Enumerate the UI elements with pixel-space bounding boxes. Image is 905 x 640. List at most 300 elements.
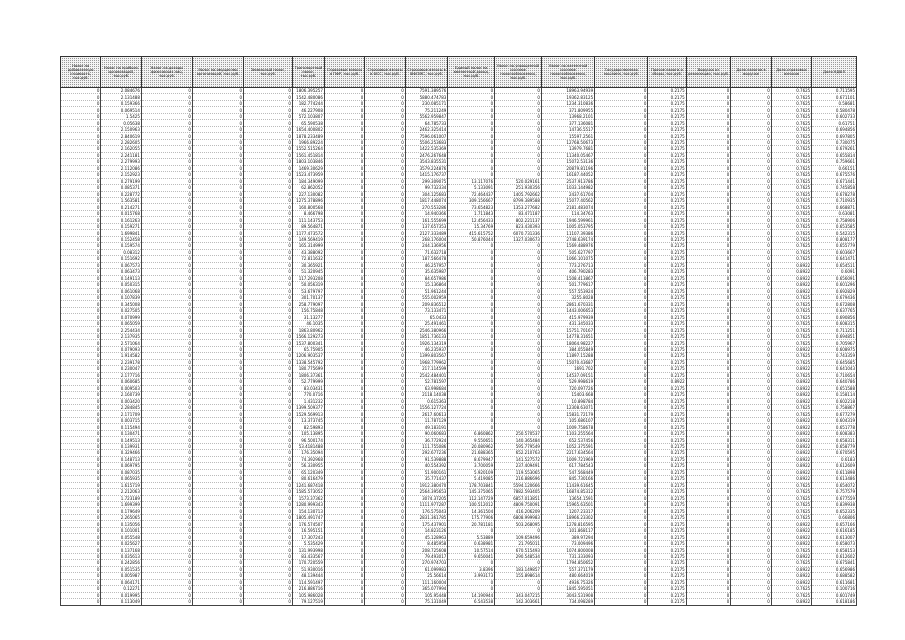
- table-cell: 0: [448, 249, 495, 255]
- table-cell: 1585.573052: [292, 489, 324, 495]
- table-cell: 0: [365, 592, 405, 598]
- table-cell: 0.2175: [648, 527, 686, 533]
- table-cell: 0: [141, 366, 192, 372]
- table-cell: 0.710654: [812, 372, 857, 378]
- table-cell: 0: [686, 113, 731, 119]
- table-cell: 0: [61, 210, 101, 216]
- table-cell: 0: [731, 262, 771, 268]
- table-cell: 0: [324, 230, 364, 236]
- table-cell: 0: [686, 573, 731, 579]
- table-cell: 0.2175: [648, 262, 686, 268]
- table-cell: 2.241181: [101, 152, 141, 158]
- table-cell: 16187.44052: [541, 172, 594, 178]
- table-cell: 46.227908: [292, 107, 324, 113]
- table-cell: 0: [365, 502, 405, 508]
- table-cell: 0: [686, 269, 731, 275]
- table-cell: 0: [192, 307, 243, 313]
- table-cell: 0.2175: [648, 288, 686, 294]
- table-cell: 0.675576: [812, 172, 857, 178]
- table-cell: 0: [192, 502, 243, 508]
- table-cell: 0.2175: [648, 172, 686, 178]
- table-cell: 0: [141, 185, 192, 191]
- table-cell: 0: [595, 133, 648, 139]
- table-cell: 0.8922: [771, 262, 811, 268]
- table-cell: 0.602733: [812, 113, 857, 119]
- table-cell: 0: [244, 411, 293, 417]
- table-cell: 0.7625: [771, 307, 811, 313]
- table-cell: 0: [595, 88, 648, 94]
- table-cell: 0: [141, 126, 192, 132]
- table-cell: 0.051535: [101, 566, 141, 572]
- table-cell: 0: [731, 223, 771, 229]
- table-cell: 0: [731, 404, 771, 410]
- table-cell: 0.745858: [812, 185, 857, 191]
- table-cell: 0: [686, 443, 731, 449]
- table-cell: 0: [244, 353, 293, 359]
- table-cell: 0.345008: [101, 301, 141, 307]
- table-cell: 15070.43687: [541, 359, 594, 365]
- table-cell: 112.147729: [448, 495, 495, 501]
- table-cell: 1353.277682: [495, 204, 542, 210]
- table-cell: 82.59893: [292, 424, 324, 430]
- table-cell: 0: [595, 514, 648, 520]
- table-cell: 1033.144982: [541, 185, 594, 191]
- table-cell: 0: [324, 353, 364, 359]
- table-cell: 0: [244, 327, 293, 333]
- table-cell: 0: [595, 340, 648, 346]
- table-cell: 0: [61, 502, 101, 508]
- column-header: Налог по упрощенной системе налогообложения, тыс.руб.: [495, 57, 542, 88]
- column-header: Земельный налог, тыс.руб.: [244, 57, 293, 88]
- table-cell: 72.464437: [448, 191, 495, 197]
- table-cell: 0.7625: [771, 372, 811, 378]
- table-cell: 0: [365, 566, 405, 572]
- table-cell: 105.986028: [292, 592, 324, 598]
- table-cell: 0.060685: [101, 379, 141, 385]
- column-header: Страховые взносы в ФФОМС, тыс.руб.: [405, 57, 448, 88]
- table-cell: 2217.634564: [541, 450, 594, 456]
- table-cell: 12.456433: [448, 217, 495, 223]
- table-cell: 0: [595, 159, 648, 165]
- table-cell: 0.7625: [771, 353, 811, 359]
- table-cell: 0: [595, 495, 648, 501]
- table-cell: 0: [244, 495, 293, 501]
- table-cell: 0: [448, 560, 495, 566]
- table-cell: 65.75905: [292, 346, 324, 352]
- table-cell: 0: [61, 327, 101, 333]
- table-cell: 0: [192, 424, 243, 430]
- table-cell: 0: [686, 133, 731, 139]
- table-cell: 0: [495, 411, 542, 417]
- table-cell: 0: [192, 282, 243, 288]
- table-cell: 1280.999343: [292, 502, 324, 508]
- table-cell: 1.699841: [101, 230, 141, 236]
- table-cell: 0: [448, 372, 495, 378]
- table-cell: 0: [61, 437, 101, 443]
- table-cell: 0: [192, 353, 243, 359]
- table-cell: 299.309075: [405, 178, 448, 184]
- table-cell: 2.131488: [101, 94, 141, 100]
- table-cell: 0: [244, 521, 293, 527]
- table-cell: 2.840619: [101, 133, 141, 139]
- table-cell: 0: [324, 113, 364, 119]
- table-cell: 0: [731, 204, 771, 210]
- table-cell: 0.655779: [812, 243, 857, 249]
- table-cell: 0: [495, 320, 542, 326]
- table-cell: 0: [365, 282, 405, 288]
- table-cell: 0.7625: [771, 159, 811, 165]
- table-cell: 0: [595, 579, 648, 585]
- table-cell: 0: [595, 346, 648, 352]
- table-cell: 406.790283: [541, 269, 594, 275]
- table-cell: 0: [731, 256, 771, 262]
- table-cell: 0: [731, 314, 771, 320]
- table-cell: 1803.103846: [292, 159, 324, 165]
- table-cell: 0.2175: [648, 191, 686, 197]
- table-cell: 0: [244, 424, 293, 430]
- table-cell: 0.8922: [771, 521, 811, 527]
- table-cell: 0: [686, 146, 731, 152]
- table-cell: 0.7625: [771, 547, 811, 553]
- table-cell: 0: [192, 295, 243, 301]
- table-cell: 0: [731, 521, 771, 527]
- table-cell: 0: [244, 126, 293, 132]
- table-cell: 0.015768: [101, 210, 141, 216]
- table-cell: 0.7625: [771, 411, 811, 417]
- table-cell: 1523.473959: [292, 172, 324, 178]
- table-cell: 3579.224876: [405, 165, 448, 171]
- table-cell: 0: [365, 527, 405, 533]
- table-cell: 0: [731, 579, 771, 585]
- table-cell: 0: [731, 359, 771, 365]
- table-cell: 0: [61, 288, 101, 294]
- table-cell: 0.2175: [648, 243, 686, 249]
- table-cell: 0: [365, 120, 405, 126]
- table-cell: 0: [61, 404, 101, 410]
- table-cell: 0: [141, 586, 192, 592]
- table-cell: 8.679947: [448, 456, 495, 462]
- table-cell: 0.2175: [648, 372, 686, 378]
- table-cell: 0: [324, 282, 364, 288]
- table-cell: 0.12271: [101, 586, 141, 592]
- table-cell: 0.148713: [101, 456, 141, 462]
- table-cell: 0.8922: [771, 424, 811, 430]
- table-cell: 0.100716: [812, 586, 857, 592]
- table-cell: 0: [324, 573, 364, 579]
- table-cell: 0.757579: [812, 489, 857, 495]
- table-cell: 0: [731, 566, 771, 572]
- table-cell: 2.152923: [101, 172, 141, 178]
- table-cell: 7591.389576: [405, 88, 448, 94]
- table-cell: 0: [141, 579, 192, 585]
- table-cell: 0.7625: [771, 314, 811, 320]
- table-cell: 0.7625: [771, 489, 811, 495]
- table-cell: 0: [324, 340, 364, 346]
- table-cell: 0.7625: [771, 126, 811, 132]
- table-cell: 0: [324, 482, 364, 488]
- table-cell: 0: [495, 372, 542, 378]
- table-cell: 5562.959847: [405, 113, 448, 119]
- table-cell: 0: [192, 456, 243, 462]
- table-cell: 0.7625: [771, 223, 811, 229]
- table-cell: 51.320945: [292, 269, 324, 275]
- table-cell: 0: [324, 165, 364, 171]
- table-cell: 0: [686, 236, 731, 242]
- table-cell: 0: [324, 217, 364, 223]
- table-cell: 3255.8028: [541, 295, 594, 301]
- table-cell: 0: [324, 437, 364, 443]
- table-cell: 15751.70167: [541, 327, 594, 333]
- table-cell: 0.2175: [648, 469, 686, 475]
- table-cell: 0: [61, 204, 101, 210]
- table-cell: 0: [324, 107, 364, 113]
- table-cell: 0: [595, 107, 648, 113]
- table-cell: 1009.758678: [541, 424, 594, 430]
- table-cell: 0: [324, 191, 364, 197]
- table-cell: 0: [731, 191, 771, 197]
- table-cell: 0: [731, 463, 771, 469]
- table-cell: 0: [731, 398, 771, 404]
- table-cell: 520.029161: [495, 178, 542, 184]
- table-cell: 46.1035: [292, 320, 324, 326]
- table-cell: 0.677279: [812, 411, 857, 417]
- table-cell: 0: [244, 282, 293, 288]
- table-cell: 0: [244, 404, 293, 410]
- table-cell: 0: [495, 269, 542, 275]
- table-cell: 0: [141, 172, 192, 178]
- table-cell: 0: [595, 146, 648, 152]
- column-header: Транспортный налог, тыс.руб.: [292, 57, 324, 88]
- table-cell: 56.330955: [292, 463, 324, 469]
- table-cell: 0: [244, 514, 293, 520]
- table-cell: 0.2175: [648, 139, 686, 145]
- table-cell: 0: [448, 243, 495, 249]
- table-cell: 0: [244, 159, 293, 165]
- table-cell: 0: [324, 560, 364, 566]
- table-cell: 0.064171: [101, 579, 141, 585]
- table-cell: 40.554392: [405, 463, 448, 469]
- table-cell: 0: [595, 295, 648, 301]
- table-cell: 0.808177: [812, 236, 857, 242]
- table-cell: 0: [595, 372, 648, 378]
- table-cell: 0: [365, 301, 405, 307]
- table-row: [61, 599, 857, 605]
- table-cell: 2617.60613: [405, 411, 448, 417]
- table-cell: 0: [448, 333, 495, 339]
- table-cell: 1278.816595: [541, 521, 594, 527]
- table-cell: 0.2175: [648, 514, 686, 520]
- table-cell: 0: [686, 333, 731, 339]
- column-header: Налог на добавленную стоимость, тыс.руб.: [61, 57, 101, 88]
- table-cell: 0: [731, 372, 771, 378]
- table-cell: 52.781597: [405, 379, 448, 385]
- table-cell: 10.57514: [448, 547, 495, 553]
- table-cell: 0.688582: [812, 573, 857, 579]
- table-cell: 0.8922: [771, 385, 811, 391]
- table-cell: 731.333093: [541, 553, 594, 559]
- table-cell: 0: [595, 366, 648, 372]
- table-cell: 0: [731, 366, 771, 372]
- table-cell: 0.705967: [812, 340, 857, 346]
- table-cell: 0: [61, 372, 101, 378]
- table-cell: 431.345033: [541, 320, 594, 326]
- table-cell: 0: [365, 469, 405, 475]
- table-cell: 309.156667: [448, 197, 495, 203]
- table-cell: 0: [61, 495, 101, 501]
- table-cell: 0: [324, 133, 364, 139]
- table-cell: 15831.72179: [541, 411, 594, 417]
- table-cell: 0.8922: [771, 288, 811, 294]
- table-cell: 0.2175: [648, 178, 686, 184]
- table-cell: 0: [595, 94, 648, 100]
- table-cell: 0.66806: [812, 514, 857, 520]
- table-cell: 0.2175: [648, 223, 686, 229]
- table-cell: 0.7625: [771, 185, 811, 191]
- table-cell: 0: [61, 107, 101, 113]
- table-cell: 0: [324, 333, 364, 339]
- table-cell: 0.8922: [771, 275, 811, 281]
- table-cell: 0: [595, 152, 648, 158]
- table-cell: 0.055548: [101, 534, 141, 540]
- column-header: Доля налогов в выручке: [731, 57, 771, 88]
- table-cell: 0: [686, 592, 731, 598]
- table-cell: 0: [731, 94, 771, 100]
- table-cell: 0.2175: [648, 573, 686, 579]
- table-cell: 0: [495, 139, 542, 145]
- table-cell: 0.130471: [101, 430, 141, 436]
- table-cell: 0: [686, 372, 731, 378]
- table-cell: 0: [495, 340, 542, 346]
- table-cell: 51.930016: [292, 566, 324, 572]
- table-cell: 1817.448074: [405, 197, 448, 203]
- table-cell: 2181.483074: [541, 204, 594, 210]
- table-cell: 0: [141, 314, 192, 320]
- table-cell: 0.2175: [648, 126, 686, 132]
- table-cell: 0: [495, 314, 542, 320]
- table-cell: 155.898614: [495, 573, 542, 579]
- table-cell: 0.672808: [812, 301, 857, 307]
- table-cell: 0.671101: [812, 94, 857, 100]
- table-cell: 0: [141, 437, 192, 443]
- table-cell: 0.151692: [101, 256, 141, 262]
- table-cell: 184.349099: [292, 178, 324, 184]
- table-cell: 0: [324, 288, 364, 294]
- table-cell: 0: [324, 320, 364, 326]
- table-cell: 1399.509377: [292, 404, 324, 410]
- table-cell: 0: [141, 508, 192, 514]
- table-cell: 0: [686, 359, 731, 365]
- table-cell: 0: [324, 256, 364, 262]
- table-cell: 30.365921: [292, 262, 324, 268]
- table-cell: 0: [324, 275, 364, 281]
- table-cell: 0: [731, 333, 771, 339]
- column-header: Доля НДФЛ: [812, 57, 857, 88]
- table-cell: 1177.473572: [292, 230, 324, 236]
- table-cell: 0: [324, 126, 364, 132]
- table-cell: 389.97294: [541, 534, 594, 540]
- table-cell: 117.293208: [292, 275, 324, 281]
- table-cell: 18963.94939: [541, 88, 594, 94]
- table-cell: 0: [686, 553, 731, 559]
- table-cell: 0: [365, 269, 405, 275]
- table-cell: 0: [61, 476, 101, 482]
- table-cell: 0: [192, 120, 243, 126]
- table-cell: 0: [141, 443, 192, 449]
- table-cell: 773.276713: [541, 262, 594, 268]
- table-cell: 0: [731, 178, 771, 184]
- table-cell: 0.8922: [771, 579, 811, 585]
- table-cell: 0.2175: [648, 417, 686, 423]
- table-cell: 0: [244, 269, 293, 275]
- table-cell: 0: [244, 107, 293, 113]
- table-cell: 1946.599961: [541, 217, 594, 223]
- table-cell: 5594.120666: [495, 482, 542, 488]
- table-cell: 0.7625: [771, 107, 811, 113]
- table-cell: 2.112086: [101, 165, 141, 171]
- table-cell: 1845.595051: [541, 586, 594, 592]
- table-cell: 0: [141, 340, 192, 346]
- table-cell: 0.7625: [771, 586, 811, 592]
- table-cell: 0: [365, 295, 405, 301]
- table-cell: 0: [365, 165, 405, 171]
- table-cell: 0: [192, 107, 243, 113]
- table-cell: 503.268095: [495, 521, 542, 527]
- table-cell: 0: [141, 139, 192, 145]
- table-cell: 2.162055: [101, 146, 141, 152]
- table-cell: 15.34769: [448, 223, 495, 229]
- table-cell: 2.254434: [101, 327, 141, 333]
- table-cell: 0: [192, 204, 243, 210]
- table-cell: 0.656091: [812, 275, 857, 281]
- table-cell: 0.668871: [812, 204, 857, 210]
- table-cell: 0: [686, 320, 731, 326]
- table-cell: 0: [495, 159, 542, 165]
- table-cell: 0: [244, 152, 293, 158]
- table-cell: 0: [141, 534, 192, 540]
- table-cell: 0: [686, 282, 731, 288]
- table-cell: 0: [141, 599, 192, 605]
- table-cell: 0: [192, 527, 243, 533]
- table-cell: 0: [324, 508, 364, 514]
- table-cell: 0: [365, 210, 405, 216]
- table-cell: 0.612602: [812, 553, 857, 559]
- table-cell: 0: [595, 404, 648, 410]
- table-cell: 105.95448: [405, 592, 448, 598]
- table-cell: 0: [365, 534, 405, 540]
- table-cell: 0.2175: [648, 301, 686, 307]
- table-cell: 0.065059: [101, 320, 141, 326]
- table-cell: 61.099983: [405, 566, 448, 572]
- table-cell: 0: [244, 256, 293, 262]
- table-cell: 6070.731336: [495, 230, 542, 236]
- table-cell: 0: [686, 430, 731, 436]
- table-cell: 0: [365, 495, 405, 501]
- table-cell: 0: [595, 456, 648, 462]
- table-cell: 0: [324, 586, 364, 592]
- table-cell: 0: [595, 185, 648, 191]
- table-cell: 0: [141, 204, 192, 210]
- table-cell: 145.375065: [448, 489, 495, 495]
- table-cell: 65.120349: [292, 469, 324, 475]
- table-cell: 0.079093: [101, 346, 141, 352]
- table-cell: 19362.83125: [541, 94, 594, 100]
- table-cell: 0: [192, 327, 243, 333]
- table-cell: 0.2175: [648, 547, 686, 553]
- table-cell: 0: [686, 307, 731, 313]
- table-cell: 217.114599: [405, 366, 448, 372]
- table-cell: 0: [731, 417, 771, 423]
- table-cell: 0.658311: [812, 437, 857, 443]
